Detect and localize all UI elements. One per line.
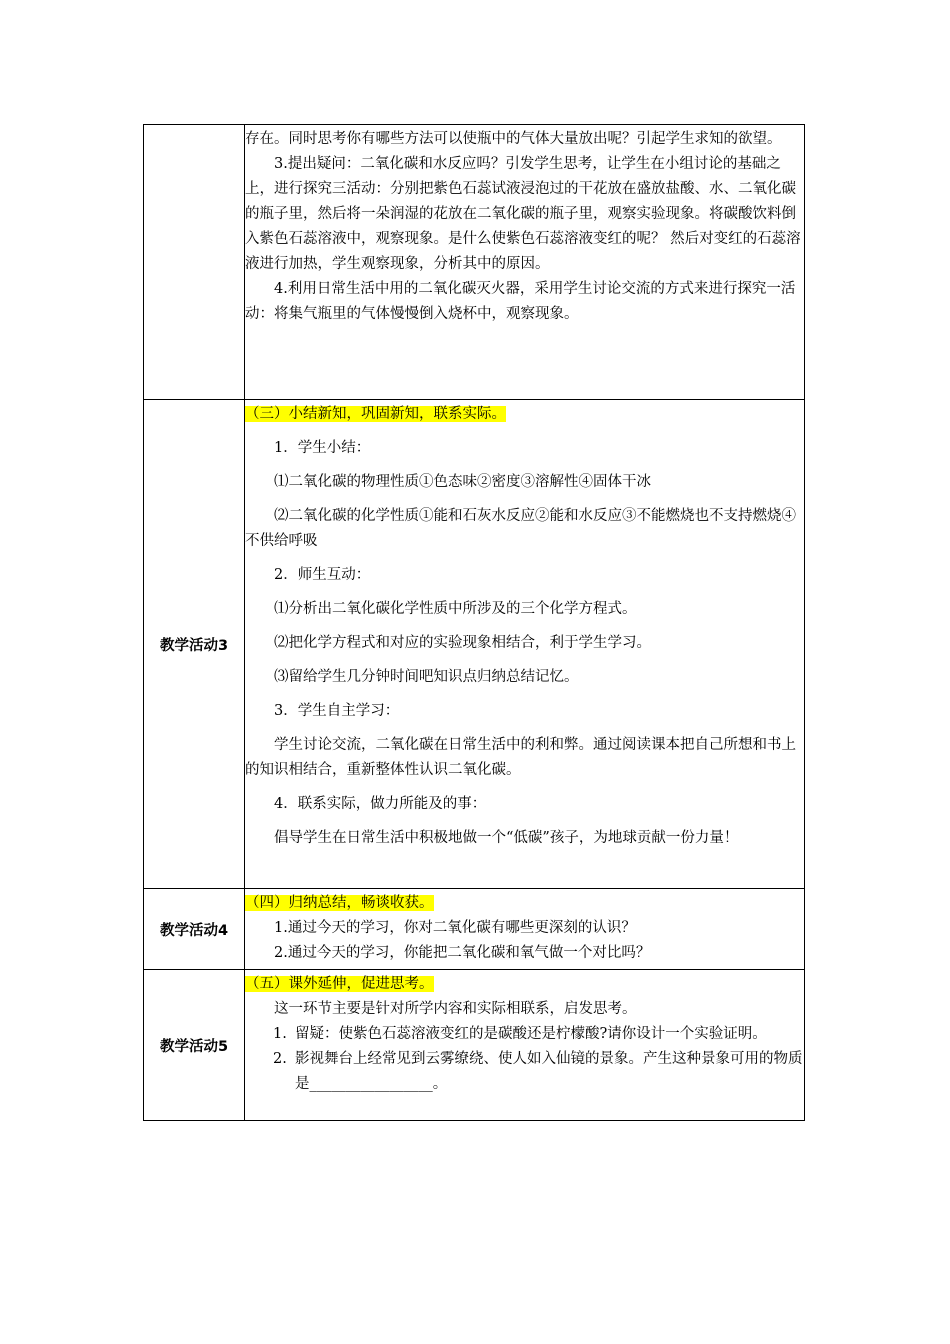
row-content bbox=[245, 400, 805, 889]
lesson-plan-table bbox=[143, 124, 805, 1121]
list-number: 1. bbox=[273, 1026, 287, 1042]
paragraph: 3．学生自主学习： bbox=[274, 703, 400, 719]
list-number: 2. bbox=[273, 1051, 287, 1067]
row-label: 教学活动4 bbox=[144, 889, 245, 970]
table-row bbox=[144, 400, 805, 889]
row-content bbox=[245, 970, 805, 1121]
paragraph: ⑴分析出二氧化碳化学性质中所涉及的三个化学方程式。 bbox=[274, 601, 637, 617]
paragraph: 存在。同时思考你有哪些方法可以使瓶中的气体大量放出呢？引起学生求知的欲望。 bbox=[245, 131, 782, 147]
table-row bbox=[144, 970, 805, 1121]
row-content bbox=[245, 889, 805, 970]
paragraph: 这一环节主要是针对所学内容和实际相联系，启发思考。 bbox=[274, 1001, 637, 1017]
paragraph: ⑶留给学生几分钟时间吧知识点归纳总结记忆。 bbox=[274, 669, 579, 685]
list-text: 留疑：使紫色石蕊溶液变红的是碳酸还是柠檬酸?请你设计一个实验证明。 bbox=[295, 1026, 767, 1042]
paragraph: 学生讨论交流，二氧化碳在日常生活中的利和弊。通过阅读课本把自己所想和书上的知识相结合，重新整体性认识二氧化碳。 bbox=[245, 737, 796, 778]
list-text: 影视舞台上经常见到云雾缭绕、使人如入仙镜的景象。产生这种景象可用的物质是_________________。 bbox=[295, 1051, 803, 1092]
paragraph: 1．学生小结： bbox=[274, 440, 371, 456]
paragraph: 1.通过今天的学习，你对二氧化碳有哪些更深刻的认识？ bbox=[274, 920, 636, 936]
paragraph: ⑴二氧化碳的物理性质①色态味②密度③溶解性④固体干冰 bbox=[274, 474, 651, 490]
section-heading: （五）课外延伸，促进思考。 bbox=[245, 976, 434, 992]
paragraph: 2．师生互动： bbox=[274, 567, 371, 583]
row-label: 教学活动3 bbox=[144, 400, 245, 889]
paragraph: 4．联系实际，做力所能及的事： bbox=[274, 796, 487, 812]
paragraph: ⑵把化学方程式和对应的实验现象相结合，利于学生学习。 bbox=[274, 635, 651, 651]
table-row bbox=[144, 125, 805, 400]
section-heading: （四）归纳总结，畅谈收获。 bbox=[245, 895, 434, 911]
paragraph: ⑵二氧化碳的化学性质①能和石灰水反应②能和水反应③不能燃烧也不支持燃烧④不供给呼吸 bbox=[245, 508, 796, 549]
list-item bbox=[245, 1047, 804, 1097]
row-label: 教学活动5 bbox=[144, 970, 245, 1121]
paragraph: 倡导学生在日常生活中积极地做一个“低碳”孩子，为地球贡献一份力量！ bbox=[274, 830, 739, 846]
row-label bbox=[144, 125, 245, 400]
list-item bbox=[245, 1022, 804, 1047]
paragraph: 3.提出疑问：二氧化碳和水反应吗？引发学生思考，让学生在小组讨论的基础之上，进行探究三活动：分别把紫色石蕊试液浸泡过的干花放在盛放盐酸、水、二氧化碳的瓶子里，然后将一朵润湿的花放在二氧化碳的瓶子里，观察实验现象。将碳酸饮料倒入紫色石蕊溶液中，观察现象。是什么使紫色石蕊溶液变红的呢？ 然后对变红的石蕊溶液进行加热，学生观察现象，分析其中的原因。 bbox=[245, 156, 801, 272]
section-heading: （三）小结新知，巩固新知，联系实际。 bbox=[245, 406, 506, 422]
row-content bbox=[245, 125, 805, 400]
table-row bbox=[144, 889, 805, 970]
paragraph: 4.利用日常生活中用的二氧化碳灭火器，采用学生讨论交流的方式来进行探究一活动：将集气瓶里的气体慢慢倒入烧杯中，观察现象。 bbox=[245, 281, 796, 322]
paragraph: 2.通过今天的学习，你能把二氧化碳和氧气做一个对比吗？ bbox=[274, 945, 651, 961]
